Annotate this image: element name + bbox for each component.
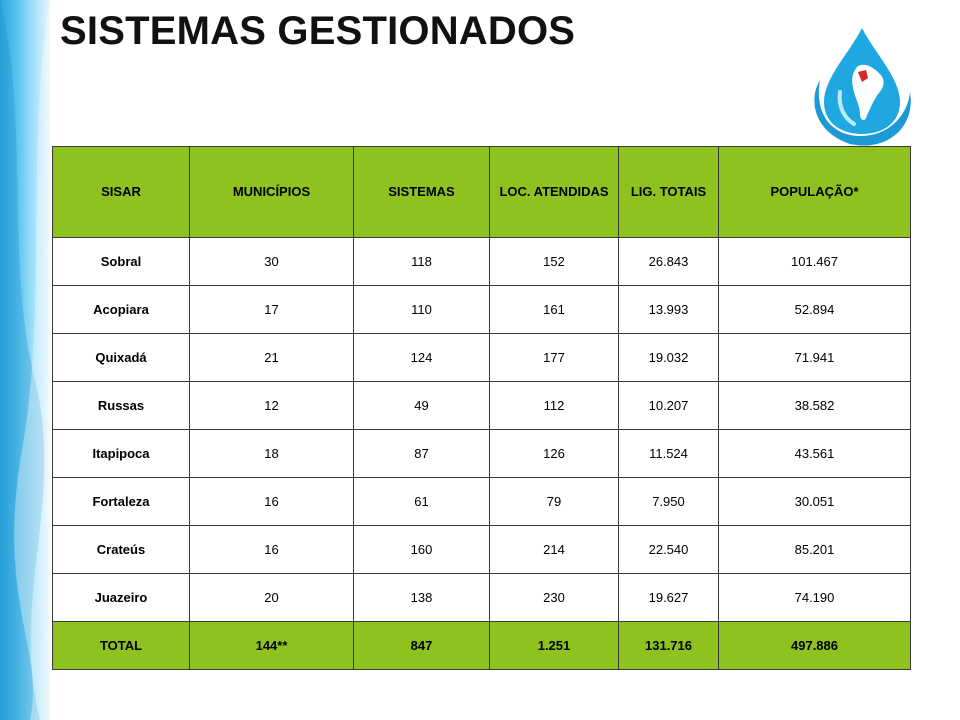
header-municipios: MUNICÍPIOS bbox=[190, 147, 354, 238]
header-lig-totais: LIG. TOTAIS bbox=[619, 147, 719, 238]
cell-loc-atendidas: 230 bbox=[490, 574, 619, 622]
cell-loc-atendidas: 79 bbox=[490, 478, 619, 526]
table-header-row bbox=[53, 147, 911, 238]
row-label: Sobral bbox=[53, 238, 190, 286]
cell-populacao: 43.561 bbox=[719, 430, 911, 478]
total-municipios: 144** bbox=[190, 622, 354, 670]
row-label: Russas bbox=[53, 382, 190, 430]
cell-municipios: 16 bbox=[190, 526, 354, 574]
cell-sistemas: 49 bbox=[354, 382, 490, 430]
table-row bbox=[53, 382, 911, 430]
cell-municipios: 18 bbox=[190, 430, 354, 478]
table-row bbox=[53, 574, 911, 622]
total-loc-atendidas: 1.251 bbox=[490, 622, 619, 670]
row-label: Juazeiro bbox=[53, 574, 190, 622]
header-sistemas: SISTEMAS bbox=[354, 147, 490, 238]
cell-municipios: 30 bbox=[190, 238, 354, 286]
table-row bbox=[53, 430, 911, 478]
header-populacao: POPULAÇÃO* bbox=[719, 147, 911, 238]
cell-sistemas: 110 bbox=[354, 286, 490, 334]
table-row bbox=[53, 238, 911, 286]
row-label: Itapipoca bbox=[53, 430, 190, 478]
cell-populacao: 52.894 bbox=[719, 286, 911, 334]
side-wave-decoration bbox=[0, 0, 50, 720]
table-row bbox=[53, 478, 911, 526]
row-label: Acopiara bbox=[53, 286, 190, 334]
cell-populacao: 71.941 bbox=[719, 334, 911, 382]
cell-municipios: 12 bbox=[190, 382, 354, 430]
cell-populacao: 74.190 bbox=[719, 574, 911, 622]
cell-loc-atendidas: 161 bbox=[490, 286, 619, 334]
cell-populacao: 30.051 bbox=[719, 478, 911, 526]
cell-loc-atendidas: 152 bbox=[490, 238, 619, 286]
total-label: TOTAL bbox=[53, 622, 190, 670]
cell-lig-totais: 19.032 bbox=[619, 334, 719, 382]
total-sistemas: 847 bbox=[354, 622, 490, 670]
row-label: Crateús bbox=[53, 526, 190, 574]
table-total-row bbox=[53, 622, 911, 670]
cell-sistemas: 160 bbox=[354, 526, 490, 574]
cell-populacao: 38.582 bbox=[719, 382, 911, 430]
page-title: SISTEMAS GESTIONADOS bbox=[60, 9, 576, 53]
total-lig-totais: 131.716 bbox=[619, 622, 719, 670]
cell-loc-atendidas: 177 bbox=[490, 334, 619, 382]
header-sisar: SISAR bbox=[53, 147, 190, 238]
cell-lig-totais: 22.540 bbox=[619, 526, 719, 574]
cell-loc-atendidas: 112 bbox=[490, 382, 619, 430]
total-populacao: 497.886 bbox=[719, 622, 911, 670]
systems-table bbox=[52, 146, 911, 670]
cell-lig-totais: 7.950 bbox=[619, 478, 719, 526]
cell-populacao: 85.201 bbox=[719, 526, 911, 574]
cell-sistemas: 138 bbox=[354, 574, 490, 622]
cell-sistemas: 124 bbox=[354, 334, 490, 382]
cell-lig-totais: 10.207 bbox=[619, 382, 719, 430]
cell-lig-totais: 19.627 bbox=[619, 574, 719, 622]
cell-municipios: 16 bbox=[190, 478, 354, 526]
cell-municipios: 20 bbox=[190, 574, 354, 622]
cell-loc-atendidas: 126 bbox=[490, 430, 619, 478]
cell-sistemas: 61 bbox=[354, 478, 490, 526]
cell-municipios: 21 bbox=[190, 334, 354, 382]
row-label: Quixadá bbox=[53, 334, 190, 382]
water-drop-map-logo-icon bbox=[800, 22, 920, 150]
cell-sistemas: 87 bbox=[354, 430, 490, 478]
cell-lig-totais: 11.524 bbox=[619, 430, 719, 478]
table-row bbox=[53, 286, 911, 334]
cell-lig-totais: 26.843 bbox=[619, 238, 719, 286]
row-label: Fortaleza bbox=[53, 478, 190, 526]
cell-sistemas: 118 bbox=[354, 238, 490, 286]
table-row bbox=[53, 334, 911, 382]
side-decorative-band bbox=[0, 0, 50, 720]
header-loc-atendidas: LOC. ATENDIDAS bbox=[490, 147, 619, 238]
table-row bbox=[53, 526, 911, 574]
cell-municipios: 17 bbox=[190, 286, 354, 334]
cell-populacao: 101.467 bbox=[719, 238, 911, 286]
cell-loc-atendidas: 214 bbox=[490, 526, 619, 574]
cell-lig-totais: 13.993 bbox=[619, 286, 719, 334]
